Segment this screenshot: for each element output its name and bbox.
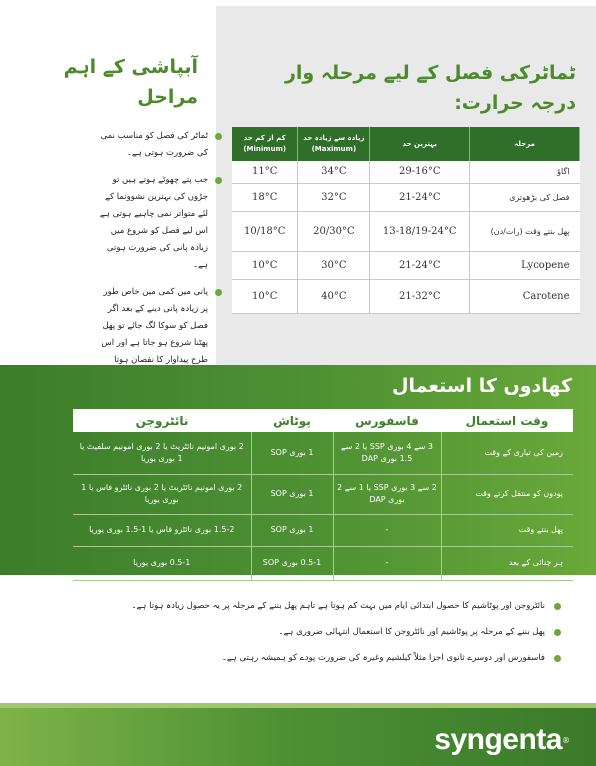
list-item — [80, 626, 545, 639]
cell-stage: Carotene — [470, 279, 580, 313]
table-row — [232, 183, 580, 211]
list-item — [80, 652, 545, 665]
cell-phosphorus: 3 سے 4 بوری SSP یا 2 سے 1.5 بوری DAP — [333, 432, 441, 474]
cell-phosphorus: - — [333, 546, 441, 580]
cell-nitrogen: 2 بوری امونیم نائٹریٹ یا 2 بوری نائٹرو فاس یا 1 بوری یوریا — [73, 474, 251, 514]
bullet-icon — [215, 133, 222, 140]
cell-potash: 0.5-1 بوری SOP — [251, 546, 333, 580]
header-nitrogen: نائٹروجن — [73, 409, 251, 432]
table-row — [73, 514, 573, 546]
cell-nitrogen: 2 بوری امونیم نائٹریٹ یا 2 بوری امونیم سلفیٹ یا 1 بوری یوریا — [73, 432, 251, 474]
table-row — [232, 161, 580, 183]
fertilizer-title: کھادوں کا استعمال — [392, 375, 572, 397]
note-text: نائٹروجن اور پوٹاشیم کا حصول ابتدائی ایام میں بہت کم ہوتا ہے تاہم پھل بننے کے مرحلہ پر یہ حصول زیادہ ہوتا ہے۔ — [131, 601, 545, 611]
cell-minimum: 18°C — [232, 183, 298, 211]
panel-top-strip — [216, 0, 596, 6]
cell-maximum: 32°C — [298, 183, 370, 211]
cell-maximum: 30°C — [298, 251, 370, 279]
fertilizer-table-header — [73, 409, 573, 432]
cell-optimum: 21-24°C — [370, 183, 470, 211]
brand-logo: syngenta — [434, 723, 562, 756]
header-potash: پوٹاش — [251, 409, 333, 432]
cell-stage: پھل بنتے وقت (رات/دن) — [470, 211, 580, 251]
bullet-icon — [215, 177, 222, 184]
cell-phosphorus: 2 سے 3 بوری SSP یا 1 سے 2 بوری DAP — [333, 474, 441, 514]
note-text: فاسفورس اور دوسرے ثانوی اجزا مثلاً کیلشیم وغیرہ کی ضرورت پودے کو ہمیشہ رہتی ہے۔ — [221, 653, 545, 663]
cell-stage: Lycopene — [470, 251, 580, 279]
table-row — [232, 251, 580, 279]
irrigation-point: ٹماٹر کی فصل کو مناسب نمی کی ضرورت ہوتی ہے۔ — [100, 131, 208, 158]
header-phosphorus: فاسفورس — [333, 409, 441, 432]
cell-application-time: زمین کی تیاری کے وقت — [441, 432, 573, 474]
cell-optimum: 13-18/19-24°C — [370, 211, 470, 251]
cell-nitrogen: 1.5-2 بوری نائٹرو فاس یا 1-1.5 بوری یوریا — [73, 514, 251, 546]
cell-minimum: 10°C — [232, 279, 298, 313]
header-optimum: بہترین حد — [370, 127, 470, 161]
fertilizer-table — [73, 409, 573, 581]
cell-maximum: 40°C — [298, 279, 370, 313]
cell-application-time: پھل بنتے وقت — [441, 514, 573, 546]
cell-stage: فصل کی بڑھوتری — [470, 183, 580, 211]
table-row — [73, 474, 573, 514]
cell-phosphorus: - — [333, 514, 441, 546]
bullet-icon — [554, 629, 561, 636]
table-row — [73, 546, 573, 580]
temperature-table — [232, 127, 580, 314]
notes-list — [80, 600, 545, 678]
table-row — [232, 279, 580, 313]
list-item — [80, 600, 545, 613]
cell-optimum: 21-32°C — [370, 279, 470, 313]
header-minimum: کم از کم حد (Minimum) — [232, 127, 298, 161]
bullet-icon — [554, 655, 561, 662]
cell-optimum: 21-24°C — [370, 251, 470, 279]
irrigation-list — [98, 128, 208, 396]
cell-minimum: 10°C — [232, 251, 298, 279]
irrigation-point: جب پتے چھوٹے ہوتے ہیں تو جڑوں کی بہترین نشوونما کے لئے متواتر نمی چاہیے ہوتی ہے اس لیے فصل کو شروع میں زیادہ پانی کی ضرورت ہوتی ہے۔ — [99, 175, 208, 270]
table-row — [73, 432, 573, 474]
cell-potash: 1 بوری SOP — [251, 514, 333, 546]
bullet-icon — [215, 289, 222, 296]
temperature-title: ٹماٹرکی فصل کے لیے مرحلہ وار درجہ حرارت: — [284, 62, 576, 114]
cell-stage: اگاؤ — [470, 161, 580, 183]
cell-optimum: 29-16°C — [370, 161, 470, 183]
header-application-time: وقت استعمال — [441, 409, 573, 432]
cell-potash: 1 بوری SOP — [251, 474, 333, 514]
bullet-icon — [554, 603, 561, 610]
irrigation-point: پانی میں کمی میں خاص طور پر زیادہ پانی دینے کے بعد اگر فصل کو سوکا لگ جائے تو پھل پھٹنا شروع ہو جاتا ہے اور اس طرح پیداوار کا نقصان ہوتا — [101, 287, 208, 365]
cell-maximum: 20/30°C — [298, 211, 370, 251]
table-row — [232, 211, 580, 251]
cell-minimum: 11°C — [232, 161, 298, 183]
registered-mark: ® — [562, 736, 570, 745]
cell-application-time: پودوں کو منتقل کرتے وقت — [441, 474, 573, 514]
cell-nitrogen: 0.5-1 بوری یوریا — [73, 546, 251, 580]
header-stage: مرحلہ — [470, 127, 580, 161]
cell-minimum: 10/18°C — [232, 211, 298, 251]
cell-maximum: 34°C — [298, 161, 370, 183]
irrigation-title: آبپاشی کے اہم مراحل — [63, 56, 198, 108]
header-maximum: زیادہ سے زیادہ حد (Maximum) — [298, 127, 370, 161]
temperature-table-header — [232, 127, 580, 161]
note-text: پھل بننے کے مرحلہ پر پوٹاشیم اور نائٹروجن کا استعمال انتہائی ضروری ہے۔ — [278, 627, 545, 637]
cell-potash: 1 بوری SOP — [251, 432, 333, 474]
list-item — [98, 172, 208, 274]
cell-application-time: ہر چنائی کے بعد — [441, 546, 573, 580]
list-item — [98, 128, 208, 162]
